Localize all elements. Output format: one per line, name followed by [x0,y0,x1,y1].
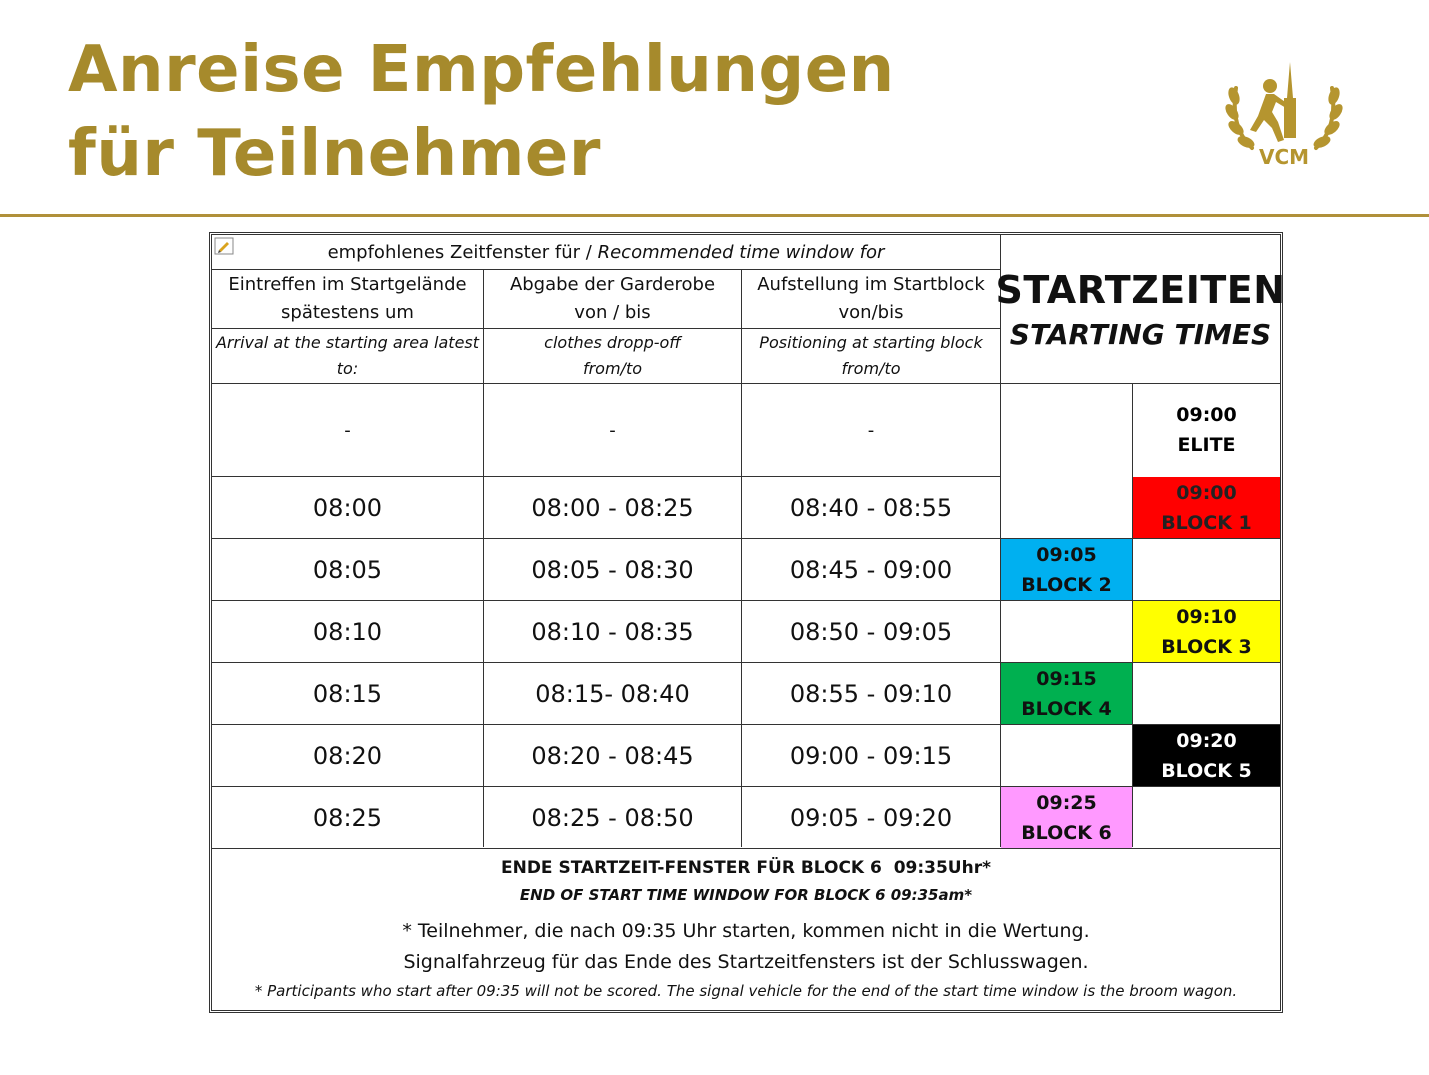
column-header-garderobe-en [484,329,741,383]
vcm-logo [1222,58,1346,170]
start-block-time: 09:00 [1176,481,1237,504]
page-title-line-2: für Teilnehmer [68,117,601,191]
arrival-cell: 08:25 [312,803,383,832]
end-window-de: ENDE STARTZEIT-FENSTER FÜR BLOCK 6 09:35Uhr* [500,858,991,878]
header-time-window-en: Recommended time window for [597,241,885,263]
start-times-title-de: STARTZEITEN [995,267,1286,312]
arrival-cell: 08:05 [312,555,383,584]
column-header-text: from/to [582,359,643,378]
garderobe-cell: 08:20 - 08:45 [531,741,694,770]
column-header-aufstellung-de [742,270,1000,328]
aufstellung-cell: - [867,419,875,441]
schedule-table [209,232,1286,1013]
garderobe-cell: 08:15- 08:40 [535,679,690,708]
start-block-label: BLOCK 4 [1021,697,1112,720]
arrival-cell: 08:10 [312,617,383,646]
end-window-en: END OF START TIME WINDOW FOR BLOCK 6 09:35am* [519,886,973,904]
start-block-6 [1001,787,1132,848]
footnote [212,914,1280,1006]
end-window-notice [212,849,1280,913]
arrival-cell: 08:20 [312,741,383,770]
start-block-label: ELITE [1177,434,1236,456]
garderobe-cell: 08:10 - 08:35 [531,617,694,646]
footnote-english: * Participants who start after 09:35 will not be scored. The signal vehicle for the end of the start time window is the broom wagon. [254,981,1238,1000]
arrival-cell: 08:00 [312,493,383,522]
column-header-text: to: [336,359,359,378]
page-title [68,28,895,196]
garderobe-cell: 08:05 - 08:30 [531,555,694,584]
start-block-3 [1133,601,1280,662]
aufstellung-cell: 09:00 - 09:15 [789,741,953,770]
aufstellung-cell: 08:50 - 09:05 [789,617,953,646]
page-title-line-1: Anreise Empfehlungen [68,33,895,107]
column-header-text: von / bis [574,302,651,323]
column-header-text: Aufstellung im Startblock [757,274,985,295]
start-block-time: 09:25 [1036,791,1097,814]
start-block-label: BLOCK 6 [1021,821,1112,844]
start-block-4 [1001,663,1132,724]
title-divider [0,214,1429,217]
header-time-window [212,235,1000,269]
start-block-5 [1133,725,1280,786]
start-block-time: 09:20 [1176,729,1237,752]
arrival-cell: 08:15 [312,679,383,708]
arrival-cell: - [344,419,351,441]
footnote-line-2: Signalfahrzeug für das Ende des Startzeitfensters ist der Schlusswagen. [403,950,1089,973]
vcm-logo-text: VCM [1258,145,1310,169]
column-header-text: Abgabe der Garderobe [509,274,716,295]
aufstellung-cell: 09:05 - 09:20 [789,803,953,832]
garderobe-cell: 08:25 - 08:50 [531,803,694,832]
column-header-garderobe-de [484,270,741,328]
aufstellung-cell: 08:55 - 09:10 [789,679,953,708]
column-header-text: from/to [841,359,901,378]
start-block-1 [1133,477,1280,538]
footnote-line-1: * Teilnehmer, die nach 09:35 Uhr starten, kommen nicht in die Wertung. [402,919,1090,942]
column-header-text: von/bis [838,302,904,323]
start-times-title-en: STARTING TIMES [1009,317,1272,351]
start-block-label: BLOCK 3 [1161,635,1252,658]
start-block-time: 09:15 [1036,667,1097,690]
header-time-window-de: empfohlenes Zeitfenster für / [327,241,598,263]
start-block-label: BLOCK 5 [1161,759,1252,782]
start-block-time: 09:10 [1176,605,1237,628]
start-block-label: BLOCK 2 [1021,573,1112,596]
column-header-text: spätestens um [281,302,414,323]
column-header-arrival-de [212,270,483,328]
column-header-aufstellung-en [742,329,1000,383]
start-block-time: 09:05 [1036,543,1097,566]
aufstellung-cell: 08:45 - 09:00 [789,555,953,584]
aufstellung-cell: 08:40 - 08:55 [789,493,953,522]
garderobe-cell: 08:00 - 08:25 [531,493,694,522]
start-block-elite [1133,384,1280,476]
start-block-time: 09:00 [1176,404,1237,426]
column-header-text: clothes dropp-off [544,333,681,352]
start-times-header [995,235,1286,383]
column-header-arrival-en [212,329,483,383]
column-header-text: Arrival at the starting area latest [215,333,480,352]
column-header-text: Positioning at starting block [759,333,983,352]
start-block-2 [1001,539,1132,600]
start-block-label: BLOCK 1 [1161,511,1252,534]
column-header-text: Eintreffen im Startgelände [228,274,467,295]
garderobe-cell: - [609,419,616,441]
